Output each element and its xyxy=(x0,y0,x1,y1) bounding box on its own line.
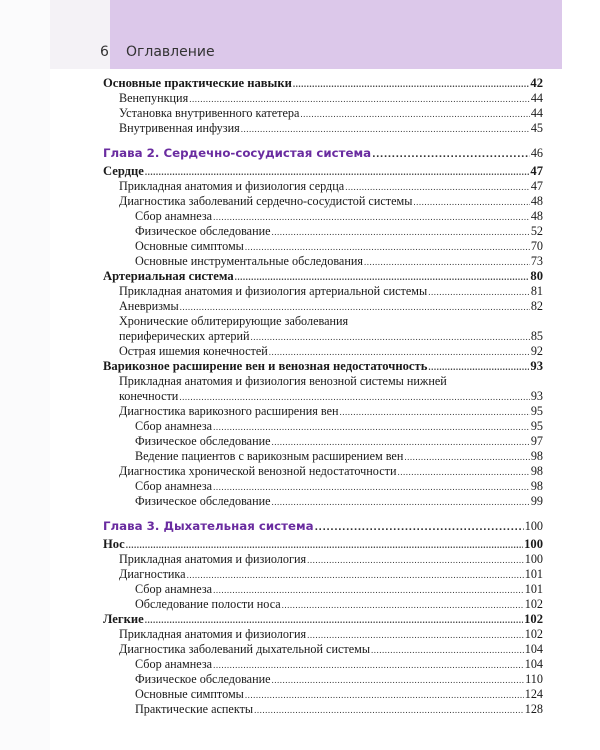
toc-entry-title: Прикладная анатомия и физиология xyxy=(119,627,307,641)
toc-page-number: 45 xyxy=(530,121,543,135)
toc-entry-title: Артериальная система xyxy=(103,269,234,283)
dot-leader xyxy=(245,687,524,703)
toc-entry-title: Диагностика хронической венозной недостаточности xyxy=(119,464,397,478)
toc-line xyxy=(103,494,543,509)
toc-page-number: 97 xyxy=(530,434,543,448)
toc-page-number: 98 xyxy=(530,479,543,493)
toc-page-number: 85 xyxy=(530,329,543,343)
toc-line xyxy=(103,314,543,329)
toc-page-number: 81 xyxy=(530,284,543,298)
toc-line xyxy=(103,642,543,657)
toc-entry-title: Практические аспекты xyxy=(135,702,254,716)
toc-line xyxy=(103,224,543,239)
toc-entry-title: Прикладная анатомия и физиология венозной системы нижней xyxy=(119,374,447,388)
dot-leader xyxy=(213,582,524,598)
toc-entry xyxy=(103,91,543,106)
dot-leader xyxy=(235,269,530,285)
page-margin xyxy=(0,0,50,750)
toc-entry xyxy=(103,209,543,224)
toc-line xyxy=(103,389,543,404)
toc-page-number: 128 xyxy=(524,702,543,716)
toc-entry-title: Основные инструментальные обследования xyxy=(135,254,363,268)
toc-line xyxy=(103,612,543,627)
toc-entry xyxy=(103,164,543,179)
dot-leader xyxy=(272,224,530,240)
toc-entry xyxy=(103,582,543,597)
dot-leader xyxy=(300,106,529,122)
toc-entry xyxy=(103,642,543,657)
dot-leader xyxy=(145,612,523,628)
dot-leader xyxy=(245,239,530,255)
dot-leader xyxy=(282,597,524,613)
dot-leader xyxy=(345,179,530,195)
toc-entry-title: Основные симптомы xyxy=(135,239,244,253)
toc-entry-title: Глава 2. Сердечно-сосудистая система xyxy=(103,146,372,160)
toc-entry xyxy=(103,464,543,479)
toc-entry-title: Диагностика заболеваний дыхательной системы xyxy=(119,642,371,656)
toc-entry xyxy=(103,299,543,314)
toc-line xyxy=(103,537,543,552)
toc-entry-title: Физическое обследование xyxy=(135,224,271,238)
toc-page-number: 98 xyxy=(530,449,543,463)
toc-entry xyxy=(103,239,543,254)
toc-page-number: 47 xyxy=(530,164,543,178)
toc-entry-title: Основные симптомы xyxy=(135,687,244,701)
toc-entry xyxy=(103,612,543,627)
toc-line xyxy=(103,582,543,597)
toc-entry-title: Нос xyxy=(103,537,125,551)
toc-page-number: 93 xyxy=(530,359,543,373)
toc-line xyxy=(103,121,543,136)
toc-page-number: 44 xyxy=(530,106,543,120)
toc-entry-title: Аневризмы xyxy=(119,299,179,313)
toc-entry xyxy=(103,687,543,702)
toc-line xyxy=(103,419,543,434)
toc-entry xyxy=(103,121,543,136)
toc-line xyxy=(103,552,543,567)
toc-entry-title: Обследование полости носа xyxy=(135,597,281,611)
toc-entry xyxy=(103,224,543,239)
toc-entry-title: Глава 3. Дыхательная система xyxy=(103,519,314,533)
toc-entry xyxy=(103,344,543,359)
toc-entry xyxy=(103,494,543,509)
toc-line xyxy=(103,299,543,314)
dot-leader xyxy=(254,702,524,718)
dot-leader xyxy=(145,164,530,180)
toc-entry-title: Острая ишемия конечностей xyxy=(119,344,268,358)
toc-entry xyxy=(103,657,543,672)
toc-line xyxy=(103,329,543,344)
toc-entry-title: Сердце xyxy=(103,164,144,178)
dot-leader xyxy=(272,494,530,510)
toc-entry-title: Физическое обследование xyxy=(135,434,271,448)
toc-entry-title: Сбор анамнеза xyxy=(135,209,213,223)
toc-line xyxy=(103,374,543,389)
toc-line xyxy=(103,672,543,687)
toc-line xyxy=(103,702,543,717)
dot-leader xyxy=(293,76,530,92)
toc-page-number: 46 xyxy=(530,146,543,160)
toc-page-number: 98 xyxy=(530,464,543,478)
toc-entry-title: Диагностика варикозного расширения вен xyxy=(119,404,339,418)
toc-entry xyxy=(103,434,543,449)
toc-page-number: 44 xyxy=(530,91,543,105)
dot-leader xyxy=(307,552,524,568)
toc-entry-title: Прикладная анатомия и физиология сердца xyxy=(119,179,345,193)
toc-page-number: 104 xyxy=(524,642,543,656)
toc-line xyxy=(103,269,543,284)
toc-page-number: 124 xyxy=(524,687,543,701)
toc-entry xyxy=(103,672,543,687)
toc-entry xyxy=(103,254,543,269)
dot-leader xyxy=(126,537,523,553)
toc-line xyxy=(103,519,543,534)
toc-entry xyxy=(103,76,543,91)
toc-line xyxy=(103,164,543,179)
dot-leader xyxy=(428,359,529,375)
dot-leader xyxy=(269,344,530,360)
toc-page-number: 101 xyxy=(524,567,543,581)
toc-entry xyxy=(103,374,543,404)
toc-page-number: 52 xyxy=(530,224,543,238)
toc-page-number: 100 xyxy=(524,552,543,566)
toc-page-number: 92 xyxy=(530,344,543,358)
toc-page-number: 48 xyxy=(530,209,543,223)
toc-entry-title: Легкие xyxy=(103,612,144,626)
toc-chapter xyxy=(103,146,543,161)
toc-line xyxy=(103,284,543,299)
toc-entry-title: Основные практические навыки xyxy=(103,76,292,90)
toc-entry-title: Диагностика заболеваний сердечно-сосудистой системы xyxy=(119,194,413,208)
toc-entry xyxy=(103,552,543,567)
dot-leader xyxy=(213,657,524,673)
toc-page-number: 99 xyxy=(530,494,543,508)
toc-entry xyxy=(103,106,543,121)
toc-entry-title: Сбор анамнеза xyxy=(135,582,213,596)
toc-line xyxy=(103,209,543,224)
dot-leader xyxy=(413,194,529,210)
toc-entry xyxy=(103,404,543,419)
toc-page-number: 48 xyxy=(530,194,543,208)
toc-page-number: 47 xyxy=(530,179,543,193)
dot-leader xyxy=(315,519,524,536)
toc-page-number: 102 xyxy=(524,627,543,641)
toc-line xyxy=(103,76,543,91)
toc-line xyxy=(103,344,543,359)
toc-entry-title: Хронические облитерирующие заболевания xyxy=(119,314,349,328)
toc-entry xyxy=(103,479,543,494)
dot-leader xyxy=(340,404,530,420)
toc-entry xyxy=(103,449,543,464)
toc-entry-title: Диагностика xyxy=(119,567,186,581)
toc-page-number: 102 xyxy=(524,597,543,611)
toc-line xyxy=(103,146,543,161)
toc-entry xyxy=(103,597,543,612)
toc-line xyxy=(103,404,543,419)
toc-entry-title: Прикладная анатомия и физиология артериальной системы xyxy=(119,284,428,298)
toc-entry xyxy=(103,179,543,194)
toc-line xyxy=(103,179,543,194)
toc-page-number: 101 xyxy=(524,582,543,596)
toc-line xyxy=(103,479,543,494)
dot-leader xyxy=(213,209,530,225)
dot-leader xyxy=(272,434,530,450)
toc-line xyxy=(103,657,543,672)
dot-leader xyxy=(180,299,530,315)
toc-page-number: 42 xyxy=(530,76,543,90)
toc-page-number: 95 xyxy=(530,404,543,418)
toc-page-number: 70 xyxy=(530,239,543,253)
toc-entry-title: Внутривенная инфузия xyxy=(119,121,240,135)
toc-line xyxy=(103,449,543,464)
toc-line xyxy=(103,567,543,582)
toc-page-number: 95 xyxy=(530,419,543,433)
dot-leader xyxy=(307,627,524,643)
toc-line xyxy=(103,194,543,209)
toc-entry-title: Ведение пациентов с варикозным расширением вен xyxy=(135,449,404,463)
toc-page-number: 104 xyxy=(524,657,543,671)
toc-entry xyxy=(103,567,543,582)
toc-line xyxy=(103,597,543,612)
toc-entry-title: Варикозное расширение вен и венозная недостаточность xyxy=(103,359,428,373)
dot-leader xyxy=(251,329,530,345)
toc-line xyxy=(103,464,543,479)
toc-entry-title: Сбор анамнеза xyxy=(135,657,213,671)
page-number: 6 xyxy=(100,44,109,60)
toc-entry xyxy=(103,702,543,717)
toc-entry xyxy=(103,269,543,284)
toc-page-number: 82 xyxy=(530,299,543,313)
toc-line xyxy=(103,254,543,269)
toc-entry xyxy=(103,284,543,299)
dot-leader xyxy=(364,254,530,270)
toc-page-number: 102 xyxy=(524,612,543,626)
toc-line xyxy=(103,434,543,449)
toc-entry-title: Физическое обследование xyxy=(135,494,271,508)
toc-chapter xyxy=(103,519,543,534)
toc-entry xyxy=(103,314,543,344)
toc-entry-title: Установка внутривенного катетера xyxy=(119,106,300,120)
toc-page-number: 93 xyxy=(530,389,543,403)
toc-entry-title: Венепункция xyxy=(119,91,189,105)
toc-entry-title: Прикладная анатомия и физиология xyxy=(119,552,307,566)
dot-leader xyxy=(179,389,529,405)
toc-entry xyxy=(103,194,543,209)
toc-page-number: 100 xyxy=(524,519,543,533)
toc-page-number: 100 xyxy=(524,537,543,551)
dot-leader xyxy=(241,121,530,137)
toc-entry xyxy=(103,537,543,552)
running-title: Оглавление xyxy=(126,44,215,60)
dot-leader xyxy=(372,146,530,163)
toc-entry-title: Сбор анамнеза xyxy=(135,419,213,433)
toc-entry xyxy=(103,627,543,642)
toc-line xyxy=(103,359,543,374)
toc-entry-title: Сбор анамнеза xyxy=(135,479,213,493)
dot-leader xyxy=(213,479,530,495)
dot-leader xyxy=(371,642,524,658)
toc-entry-title: конечности xyxy=(119,389,179,403)
table-of-contents xyxy=(103,76,543,717)
toc-page-number: 73 xyxy=(530,254,543,268)
toc-entry-title: Физическое обследование xyxy=(135,672,271,686)
toc-page-number: 110 xyxy=(525,672,543,686)
toc-line xyxy=(103,106,543,121)
dot-leader xyxy=(404,449,529,465)
toc-line xyxy=(103,239,543,254)
toc-line xyxy=(103,91,543,106)
dot-leader xyxy=(189,91,530,107)
dot-leader xyxy=(272,672,525,688)
toc-entry xyxy=(103,419,543,434)
dot-leader xyxy=(428,284,530,300)
dot-leader xyxy=(397,464,529,480)
toc-line xyxy=(103,627,543,642)
toc-entry-title: периферических артерий xyxy=(119,329,250,343)
toc-line xyxy=(103,687,543,702)
dot-leader xyxy=(213,419,530,435)
toc-page-number: 80 xyxy=(530,269,543,283)
toc-entry xyxy=(103,359,543,374)
dot-leader xyxy=(187,567,524,583)
